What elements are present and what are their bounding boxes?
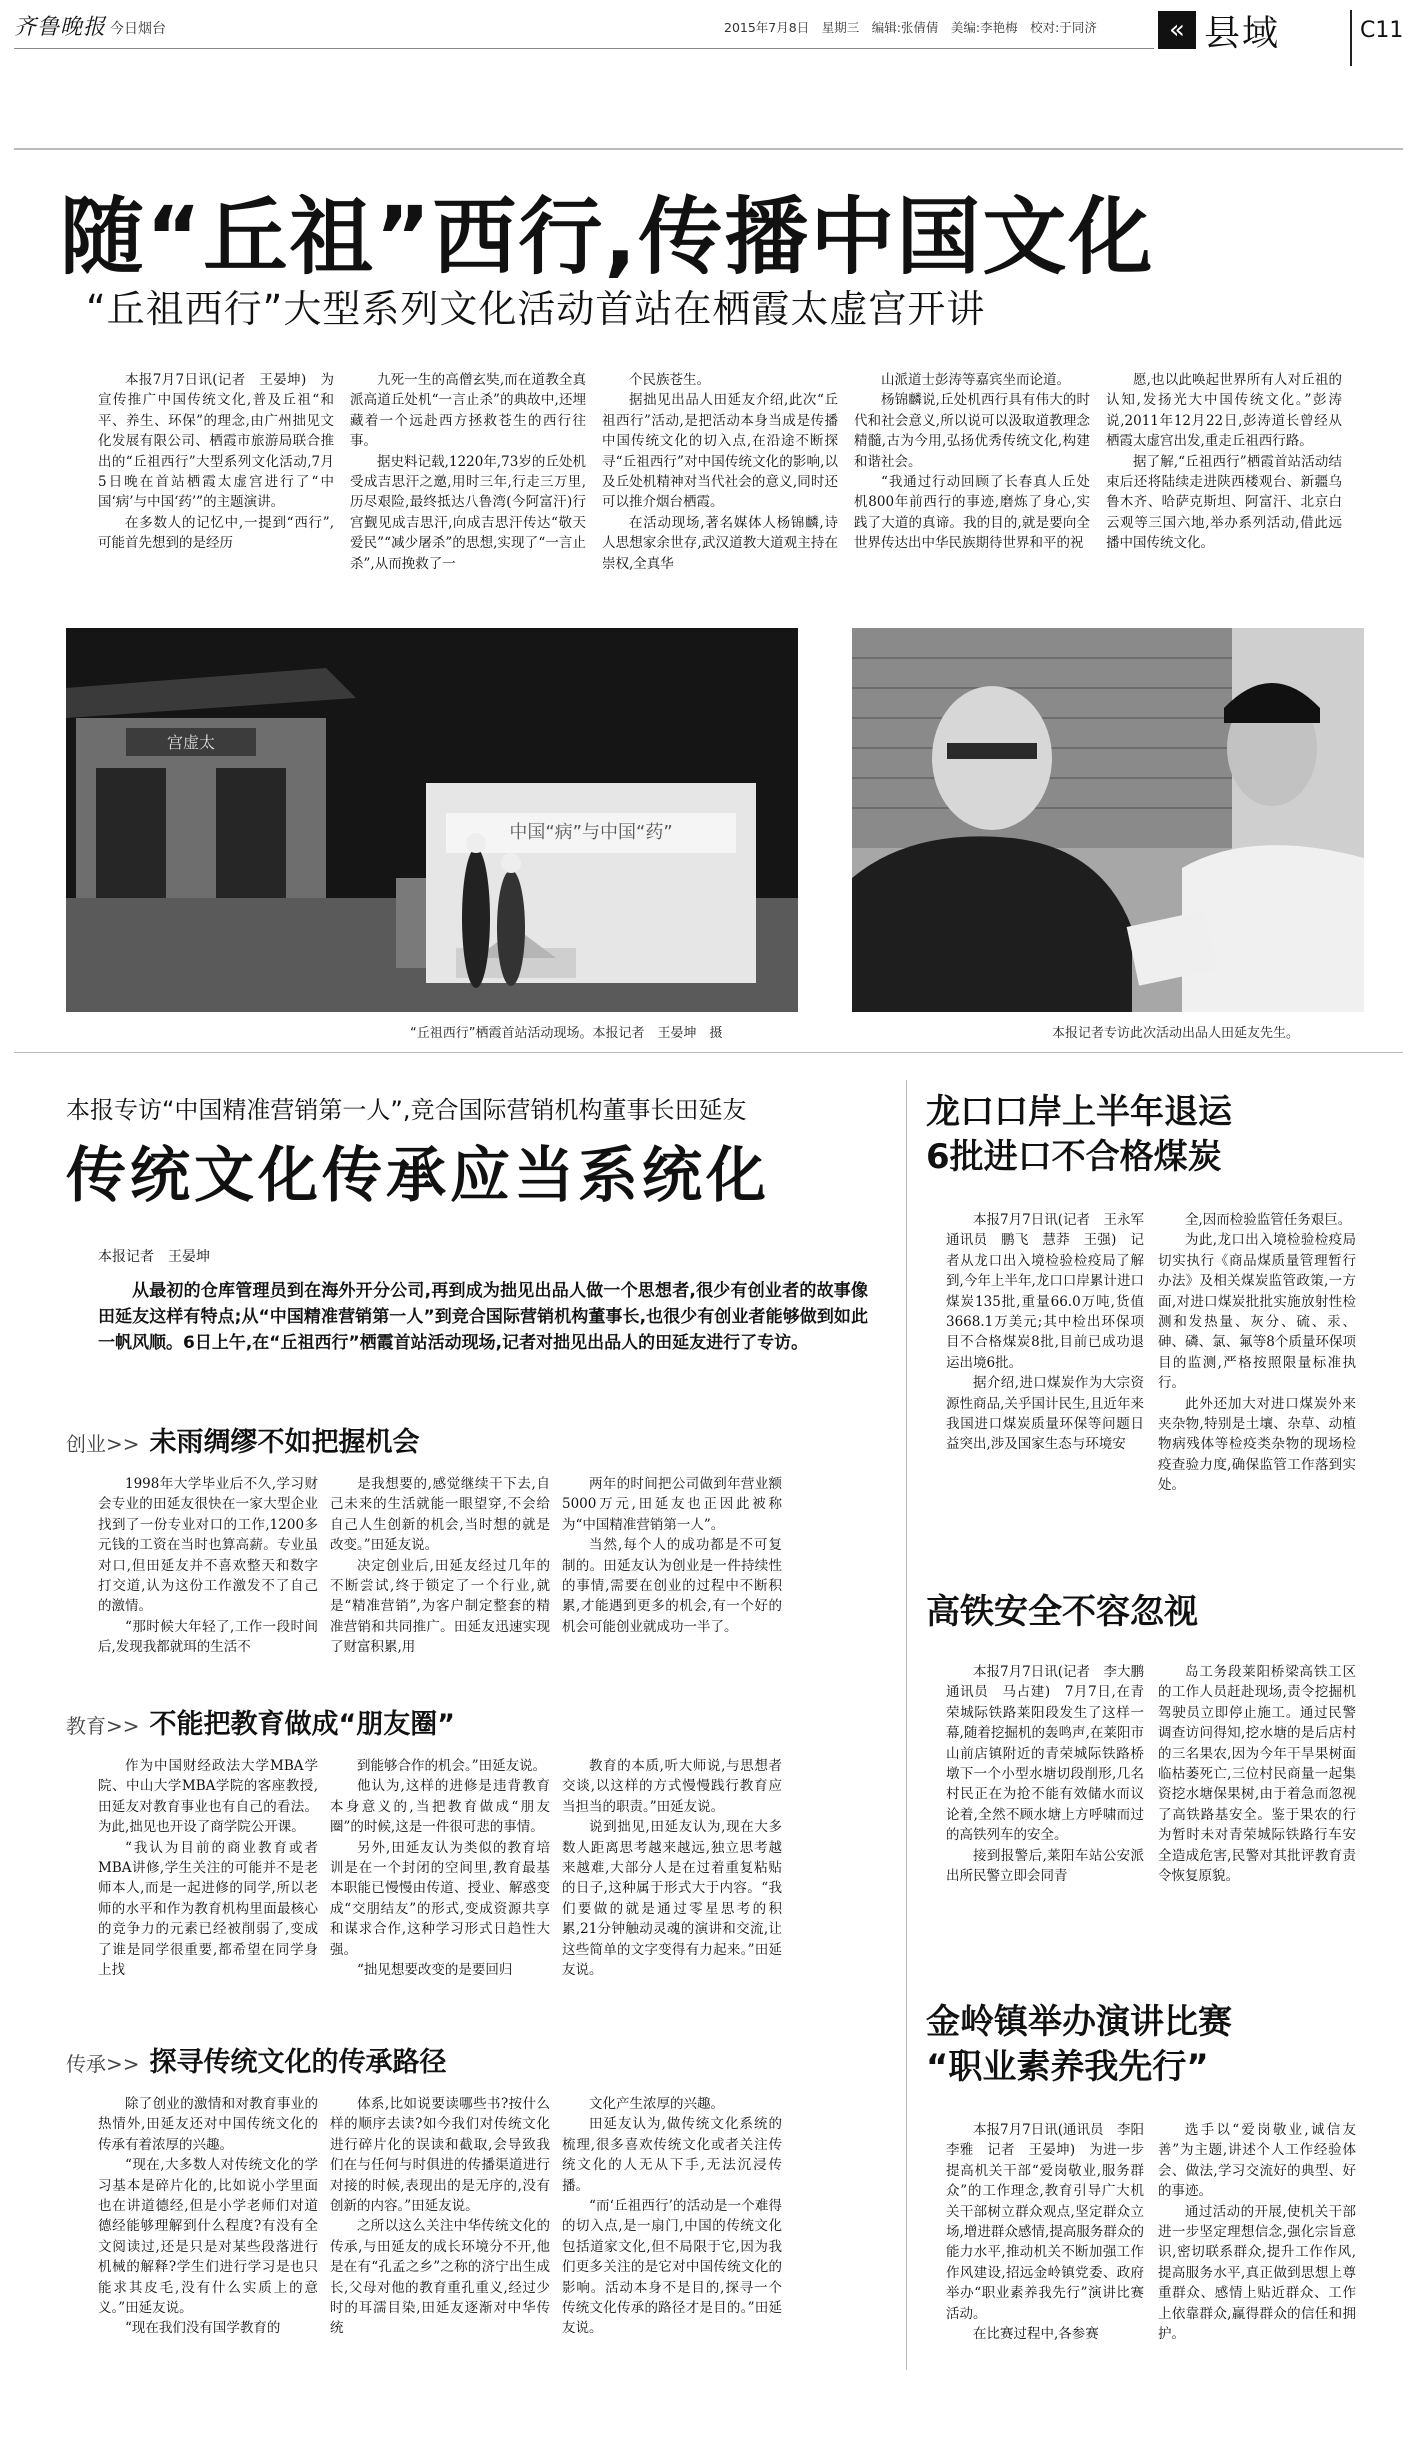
- section-column: [330, 2094, 550, 2394]
- paragraph: “拙见想要改变的是要回归: [357, 1962, 513, 1979]
- paragraph: 他认为,这样的进修是违背教育本身意义的,当把教育做成“朋友圈”的时候,这是一件很可悲的事情。: [330, 1778, 550, 1836]
- sidebar-column: [1158, 2120, 1356, 2460]
- issue-meta: 2015年7月8日 星期三 编辑:张倩倩 美编:李艳梅 校对:于同济: [724, 20, 1097, 35]
- sidebar-column: [1158, 1662, 1356, 1962]
- top-rule: [14, 148, 1403, 150]
- paragraph: 个民族苍生。: [629, 372, 710, 388]
- section-heading: [66, 2040, 447, 2079]
- paragraph: 九死一生的高僧玄奘,而在道教全真派高道丘处机“一言止杀”的典故中,还埋藏着一个远赴西方拯救苍生的西行往事。: [350, 372, 586, 450]
- lead-column: [854, 370, 1090, 615]
- lead-column: [1106, 370, 1342, 615]
- paragraph: 为此,龙口出入境检验检疫局切实执行《商品煤质量管理暂行办法》及相关煤炭监管政策,一方面,对进口煤炭批批实施放射性检测和发热量、灰分、硫、汞、砷、磷、氯、氟等8个质量环保项目的监测,严格按照限量标准执行。: [1158, 1232, 1356, 1392]
- paragraph: 1998年大学毕业后不久,学习财会专业的田延友很快在一家大型企业找到了一份专业对口的工作,1200多元钱的工资在当时也算高薪。专业虽对口,但田延友并不喜欢整天和数字打交道,认为这份工作激发不了自己的激情。: [98, 1476, 318, 1615]
- section-column: [330, 1756, 550, 1992]
- lead-column: [602, 370, 838, 615]
- section-column: [562, 1474, 782, 1674]
- masthead-logo: 齐鲁晚报: [14, 15, 107, 40]
- paragraph: “我通过行动回顾了长春真人丘处机800年前西行的事迹,磨炼了身心,实践了大道的真谛。我的目的,就是要向全世界传达出中华民族期待世界和平的祝: [854, 474, 1090, 552]
- paragraph: 两年的时间把公司做到年营业额5000万元,田延友也正因此被称为“中国精准营销第一人”。: [562, 1476, 782, 1533]
- paragraph: 接到报警后,莱阳车站公安派出所民警立即会同青: [946, 1847, 1144, 1885]
- section-column: [562, 2094, 782, 2394]
- interview-headline: 传统文化传承应当系统化: [66, 1141, 770, 1211]
- paragraph: 到能够合作的机会。”田延友说。: [357, 1758, 547, 1774]
- section-title: 不能把教育做成“朋友圈”: [149, 1709, 456, 1740]
- sidebar-column: [946, 1662, 1158, 1962]
- paragraph: 是我想要的,感觉继续干下去,自己未来的生活就能一眼望穿,不会给自己人生创新的机会,当时想的就是改变。”田延友说。: [330, 1476, 550, 1554]
- event-photo-caption: “丘祖西行”栖霞首站活动现场。本报记者 王晏坤 摄: [410, 1026, 723, 1041]
- section-column: [330, 1474, 550, 1674]
- paragraph: 杨锦麟说,丘处机西行具有伟大的时代和社会意义,所以说可以汲取道教理念精髓,古为今用,弘扬优秀传统文化,构建和谐社会。: [854, 392, 1090, 470]
- event-photo: [66, 628, 798, 1012]
- sidebar-headline: 金岭镇举办演讲比赛 “职业素养我先行”: [926, 2002, 1232, 2087]
- paragraph: 据史料记载,1220年,73岁的丘处机受成吉思汗之邀,用时三年,行走三万里,历尽艰险,最终抵达八鲁湾(今阿富汗)行宫觐见成吉思汗,向成吉思汗传达“敬天爱民”“减少屠杀”的思想,实现了“一言止杀”,从而挽救了一: [350, 453, 586, 572]
- interview-intro: 从最初的仓库管理员到在海外开分公司,再到成为拙见出品人做一个思想者,很少有创业者的故事像田延友这样有特点;从“中国精准营销第一人”到竞合国际营销机构董事长,也很少有创业者能够做到如此一帆风顺。6日上午,在“丘祖西行”栖霞首站活动现场,记者对拙见出品人的田延友进行了专访。: [98, 1281, 868, 1353]
- paragraph: 说到拙见,田延友认为,现在大多数人距离思考越来越远,独立思考越来越难,大部分人是在过着重复粘贴的日子,这种属于形式大于内容。“我们要做的就是通过零星思考的积累,21分钟触动灵魂的演讲和交流,让这些简单的文字变得有力起来。”田延友说。: [562, 1819, 782, 1979]
- section-column: [98, 2094, 318, 2394]
- paragraph: 体系,比如说要读哪些书?按什么样的顺序去读?如今我们对传统文化进行碎片化的误读和截取,会导致我们在与任何与时俱进的传播渠道进行对接的时候,表现出的是无序的,没有创新的内容。”田延友说。: [330, 2096, 550, 2215]
- section-tag: 教育>>: [66, 1714, 140, 1738]
- section-arrow-icon: «: [1158, 11, 1196, 49]
- paragraph: 此外还加大对进口煤炭外来夹杂物,特别是土壤、杂草、动植物病残体等检疫类杂物的现场检疫查验力度,确保监管工作落到实处。: [1158, 1395, 1356, 1494]
- paragraph: 选手以“爱岗敬业,诚信友善”为主题,讲述个人工作经验体会、做法,学习交流好的典型、好的事迹。: [1158, 2122, 1356, 2200]
- paragraph: 据了解,“丘祖西行”栖霞首站活动结束后还将陆续走进陕西楼观台、新疆乌鲁木齐、哈萨克斯坦、阿富汗、北京白云观等三国六地,举办系列活动,借此远播中国传统文化。: [1106, 453, 1342, 552]
- paragraph: 本报7月7日讯(记者 王晏坤) 为宣传推广中国传统文化,普及丘祖“和平、养生、环保”的理念,由广州拙见文化发展有限公司、栖霞市旅游局联合推出的“丘祖西行”大型系列文化活动,7月5日晚在首站栖霞太虚宫进行了“中国‘病’与中国‘药’”的主题演讲。: [98, 372, 334, 511]
- section-column: [562, 1756, 782, 1992]
- section-title: 未雨绸缪不如把握机会: [149, 1427, 420, 1458]
- section-column: [98, 1756, 318, 1992]
- paragraph: 在比赛过程中,各参赛: [973, 2326, 1099, 2343]
- paragraph: 教育的本质,听大师说,与思想者交谈,以这样的方式慢慢践行教育应当担当的职责。”田延友说。: [562, 1758, 782, 1815]
- interview-photo-scene: [852, 628, 1364, 1012]
- lead-subheadline: “丘祖西行”大型系列文化活动首站在栖霞太虚宫开讲: [86, 287, 986, 331]
- section-title: 探寻传统文化的传承路径: [149, 2047, 447, 2078]
- paragraph: 通过活动的开展,使机关干部进一步坚定理想信念,强化宗旨意识,密切联系群众,提升工作作风,提高服务水平,真正做到思想上尊重群众、感情上贴近群众、工作上依靠群众,赢得群众的信任和拥护。: [1158, 2203, 1356, 2343]
- paragraph: 文化产生浓厚的兴趣。: [589, 2096, 724, 2112]
- paragraph: 在多数人的记忆中,一提到“西行”,可能首先想到的是经历: [98, 514, 334, 552]
- paragraph: 之所以这么关注中华传统文化的传承,与田延友的成长环境分不开,他是在有“孔孟之乡”之称的济宁出生成长,父母对他的教育重孔重义,经过少时的耳濡目染,田延友逐渐对中华传统: [330, 2218, 550, 2337]
- sidebar-column: [946, 2120, 1158, 2460]
- lead-headline: 随“丘祖”西行,传播中国文化: [60, 188, 1155, 286]
- paragraph: 本报7月7日讯(记者 李大鹏 通讯员 马占建) 7月7日,在青荣城际铁路莱阳段发生了这样一幕,随着挖掘机的轰鸣声,在莱阳市山前店镇附近的青荣城际铁路桥墩下一个小型水塘切段削形,几名村民正在为抢不能有效储水而议论着,全然不顾水塘上方呼啸而过的高铁列车的安全。: [946, 1664, 1158, 1844]
- section-tag: 传承>>: [66, 2052, 140, 2076]
- event-photo-scene: [66, 628, 798, 1012]
- paragraph: 山派道士彭涛等嘉宾坐而论道。: [881, 372, 1070, 388]
- paragraph: 除了创业的激情和对教育事业的热情外,田延友还对中国传统文化的传承有着浓厚的兴趣。: [98, 2096, 318, 2153]
- paragraph: 本报7月7日讯(记者 王永军 通讯员 鹏飞 慧莽 王强) 记者从龙口出入境检验检疫局了解到,今年上半年,龙口口岸累计进口煤炭135批,重量66.0万吨,货值3668.1万美元;其中检出环保项目不合格煤炭8批,目前已成功退运出境6批。: [946, 1212, 1158, 1371]
- sidebar-column: [1158, 1210, 1356, 1570]
- paragraph: 另外,田延友认为类似的教育培训是在一个封闭的空间里,教育最基本职能已慢慢由传道、授业、解惑变成“交朋结友”的形式,变成资源共享和谋求合作,这种学习形式日趋性大强。: [330, 1839, 550, 1958]
- paragraph: “那时候大年轻了,工作一段时间后,发现我都就珥的生活不: [98, 1618, 318, 1656]
- sidebar-headline: 高铁安全不容忽视: [926, 1592, 1198, 1632]
- paragraph: 在活动现场,著名媒体人杨锦麟,诗人思想家余世存,武汉道教大道观主持在崇权,全真华: [602, 514, 838, 572]
- paragraph: 决定创业后,田延友经过几年的不断尝试,终于锁定了一个行业,就是“精准营销”,为客户制定整套的精准营销和共同推广。田延友迅速实现了财富积累,用: [330, 1557, 550, 1656]
- header-divider-vertical: [1350, 10, 1352, 66]
- paragraph: 愿,也以此唤起世界所有人对丘祖的认知,发扬光大中国传统文化。”彭涛说,2011年12月22日,彭涛道长曾经从栖霞太虚宫出发,重走丘祖西行路。: [1106, 372, 1342, 450]
- sidebar-column: [946, 1210, 1158, 1570]
- paragraph: 本报7月7日讯(通讯员 李阳 李雅 记者 王晏坤) 为进一步提高机关干部“爱岗敬业,服务群众”的工作理念,教育引导广大机关干部树立群众观点,坚定群众立场,增进群众感情,提高服务群众的能力水平,推动机关不断加强工作作风建设,招远金岭镇党委、政府举办“职业素养我先行”演讲比赛活动。: [946, 2122, 1158, 2322]
- section-title: 县域: [1204, 12, 1281, 54]
- sidebar-headline: 龙口口岸上半年退运 6批进口不合格煤炭: [926, 1092, 1232, 1177]
- paragraph: 据介绍,进口煤炭作为大宗资源性商品,关乎国计民生,且近年来我国进口煤炭质量环保等问题日益突出,涉及国家生态与环境安: [946, 1375, 1144, 1453]
- temple-sign: 宫虚太: [166, 733, 216, 752]
- paragraph: 据拙见出品人田延友介绍,此次“丘祖西行”活动,是把活动本身当成是传播中国传统文化的切入点,在沿途不断探寻“丘祖西行”对中国传统文化的影响,以及丘处机精神对当代社会的意义,同时还可以推介烟台栖霞。: [602, 392, 838, 511]
- page-number: C11: [1360, 18, 1404, 43]
- stage-banner: 中国“病”与中国“药”: [509, 822, 673, 843]
- header-rule: [14, 48, 1154, 49]
- paragraph: “现在,大多数人对传统文化的学习基本是碎片化的,比如说小学里面也在讲道德经,但是小学老师们对道德经能够理解到什么程度?有没有全文阅读过,还是只是对某些段落进行机械的解释?学生们进行学习是也只能求其皮毛,没有什么实质上的意义。”田延友说。: [98, 2157, 318, 2317]
- paragraph: “而‘丘祖西行’的活动是一个难得的切入点,是一扇门,中国的传统文化包括道家文化,但不局限于它,因为我们更多关注的是它对中国传统文化的影响。活动本身不是目的,探寻一个传统文化传承的路径才是目的。”田延友说。: [562, 2198, 782, 2337]
- mid-rule: [14, 1052, 1403, 1053]
- lead-column: [350, 370, 586, 615]
- paragraph: “我认为目前的商业教育或者MBA讲修,学生关注的可能并不是老师本人,而是一起进修的同学,所以老师的水平和作为教育机构里面最核心的竞争力的元素已经被削弱了,变成了谁是同学很重要,都希望在同学身上找: [98, 1839, 318, 1979]
- paragraph: 作为中国财经政法大学MBA学院、中山大学MBA学院的客座教授,田延友对教育事业也有自己的看法。为此,拙见也开设了商学院公开课。: [98, 1758, 318, 1836]
- paragraph: “现在我们没有国学教育的: [125, 2320, 281, 2337]
- paragraph: 全,因而检验监管任务艰巨。: [1185, 1212, 1352, 1228]
- paragraph: 岛工务段莱阳桥梁高铁工区的工作人员赶赴现场,责令挖掘机驾驶员立即停止施工。通过民警调查访问得知,挖水塘的是后店村的三名果农,因为今年干旱果树面临枯萎死亡,三位村民商量一起集资挖水塘保果树,由于着急而忽视了高铁路基安全。鉴于果农的行为暂时未对青荣城际铁路行车安全造成危害,民警对其批评教育责令恢复原貌。: [1158, 1664, 1356, 1885]
- section-tag: 创业>>: [66, 1432, 140, 1456]
- interview-byline: 本报记者 王晏坤: [98, 1249, 210, 1265]
- section-heading: [66, 1702, 455, 1741]
- edition-label: 今日烟台: [110, 21, 166, 37]
- interview-photo: [852, 628, 1364, 1012]
- section-column: [98, 1474, 318, 1674]
- section-tab: [1158, 6, 1348, 54]
- section-heading: [66, 1420, 420, 1459]
- sidebar-divider: [906, 1080, 907, 2370]
- paragraph: 田延友认为,做传统文化系统的梳理,很多喜欢传统文化或者关注传统文化的人无从下手,无法沉浸传播。: [562, 2116, 782, 2194]
- lead-column: [98, 370, 334, 615]
- interview-kicker: 本报专访“中国精准营销第一人”,竞合国际营销机构董事长田延友: [66, 1096, 747, 1124]
- paragraph: 当然,每个人的成功都是不可复制的。田延友认为创业是一件持续性的事情,需要在创业的过程中不断积累,才能遇到更多的机会,有一个好的机会可能创业就成功一半了。: [562, 1537, 782, 1635]
- interview-photo-caption: 本报记者专访此次活动出品人田延友先生。: [1052, 1026, 1300, 1041]
